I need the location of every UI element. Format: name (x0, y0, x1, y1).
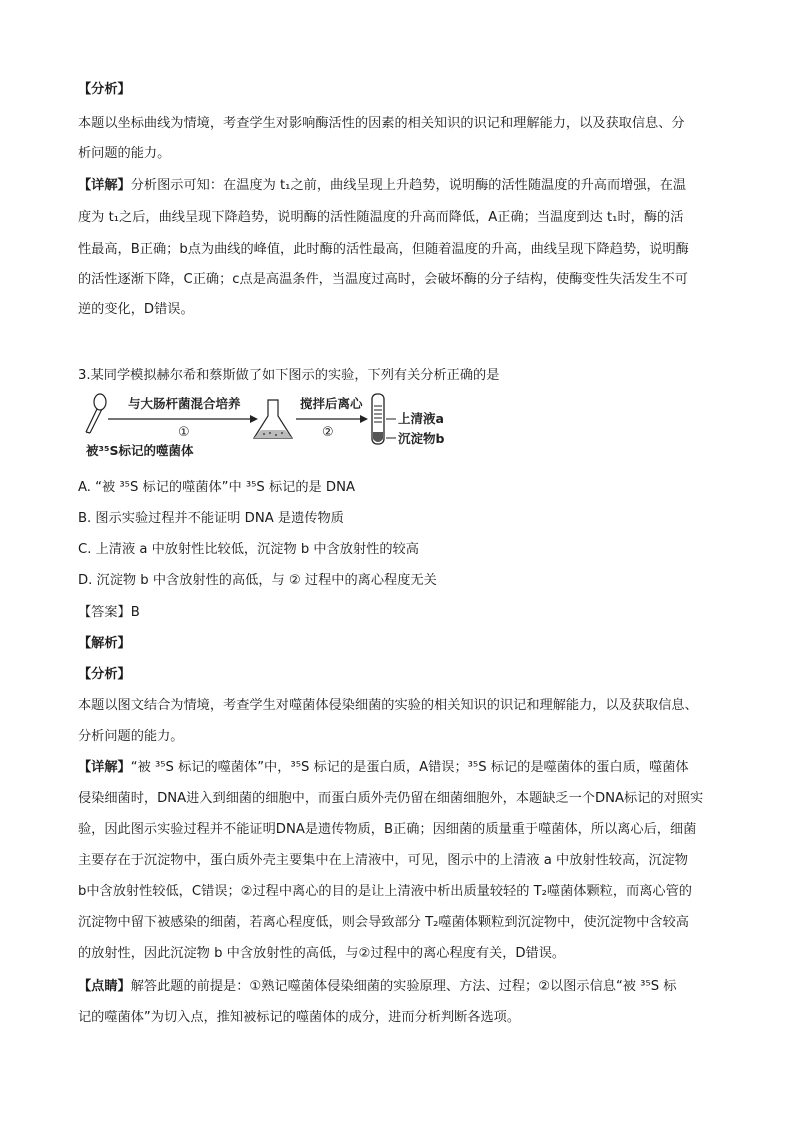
centrifuge-tube-icon (372, 394, 384, 444)
analysis-heading-2: 【分析】 (78, 667, 131, 682)
option-c: C. 上清液 a 中放射性比较低，沉淀物 b 中含放射性的较高 (78, 542, 419, 557)
experiment-diagram (78, 392, 478, 462)
key-point-line: 记的噬菌体”为切入点，推知被标记的噬菌体的成分，进而分析判断各选项。 (78, 1010, 521, 1025)
explanation-heading: 【解析】 (78, 636, 131, 651)
detail-paragraph-1-first (78, 176, 728, 196)
detail-line: 侵染细菌时，DNA进入到细菌的细胞中，而蛋白质外壳仍留在细菌细胞外，本题缺乏一个DNA标记的对照实 (78, 791, 704, 806)
key-point-text: 解答此题的前提是：①熟记噬菌体侵染细菌的实验原理、方法、过程；②以图示信息“被 ³⁵S 标 (130, 979, 677, 994)
detail-text-1: 分析图示可知：在温度为 t₁之前，曲线呈现上升趋势，说明酶的活性随温度的升高而增强，在温 (130, 178, 687, 193)
phage-icon (86, 394, 106, 433)
answer: 【答案】B (78, 605, 140, 620)
question-3-stem: 3.某同学模拟赫尔希和蔡斯做了如下图示的实验，下列有关分析正确的是 (78, 368, 500, 383)
flask-icon (254, 400, 292, 438)
analysis-line-1: 本题以坐标曲线为情境，考查学生对影响酶活性的因素的相关知识的识记和理解能力，以及获取信息、分 (78, 116, 685, 131)
key-point-first (78, 977, 728, 997)
detail-label-1: 【详解】 (78, 178, 131, 193)
step-1-label: 与大肠杆菌混合培养 (128, 396, 241, 411)
detail-line: 度为 t₁之后，曲线呈现下降趋势，说明酶的活性随温度的升高而降低，A正确；当温度到达 t₁时，酶的活 (78, 210, 684, 225)
option-b: B. 图示实验过程并不能证明 DNA 是遗传物质 (78, 511, 344, 526)
analysis-line-2: 析问题的能力。 (78, 146, 171, 161)
analysis-line: 本题以图文结合为情境，考查学生对噬菌体侵染细菌的实验的相关知识的识记和理解能力，以及获取信息、 (78, 698, 698, 713)
arrow-head-2 (360, 415, 368, 423)
detail-line: 沉淀物中留下被感染的细菌，若离心程度低，则会导致部分 T₂噬菌体颗粒到沉淀物中，使沉淀物中含较高 (78, 915, 689, 930)
detail-label-2: 【详解】 (78, 760, 131, 775)
detail-line: b中含放射性较低，C错误；②过程中离心的目的是让上清液中析出质量较轻的 T₂噬菌体颗粒，而离心管的 (78, 884, 692, 899)
sediment-label: 沉淀物b (398, 431, 445, 446)
phage-label: 被³⁵S标记的噬菌体 (86, 443, 194, 458)
option-d: D. 沉淀物 b 中含放射性的高低，与 ② 过程中的离心程度无关 (78, 573, 437, 588)
arrow-head-1 (250, 415, 258, 423)
option-a: A. “被 ³⁵S 标记的噬菌体”中 ³⁵S 标记的是 DNA (78, 480, 355, 495)
analysis-line: 分析问题的能力。 (78, 729, 184, 744)
step-2-label: 搅拌后离心 (300, 396, 363, 411)
detail-line: 主要存在于沉淀物中，蛋白质外壳主要集中在上清液中，可见，图示中的上清液 a 中放射性较高，沉淀物 (78, 853, 688, 868)
step-1-number: ① (178, 425, 190, 440)
key-point-label: 【点睛】 (78, 979, 131, 994)
detail-paragraph-2-first (78, 758, 728, 778)
detail-line: 验，因此图示实验过程并不能证明DNA是遗传物质，B正确；因细菌的质量重于噬菌体，所以离心后，细菌 (78, 822, 697, 837)
detail-text-2: “被 ³⁵S 标记的噬菌体”中，³⁵S 标记的是蛋白质，A错误；³⁵S 标记的是噬菌体的蛋白质，噬菌体 (130, 760, 689, 775)
detail-line: 性最高，B正确；b点为曲线的峰值，此时酶的活性最高，但随着温度的升高，曲线呈现下降趋势，说明酶 (78, 242, 689, 257)
detail-line: 的放射性，因此沉淀物 b 中含放射性的高低，与②过程中的离心程度有关，D错误。 (78, 946, 566, 961)
detail-line: 逆的变化，D错误。 (78, 302, 194, 317)
detail-line: 的活性逐渐下降，C正确；c点是高温条件，当温度过高时，会破坏酶的分子结构，使酶变性失活发生不可 (78, 272, 688, 287)
step-2-number: ② (322, 425, 334, 440)
analysis-heading-1: 【分析】 (78, 82, 131, 97)
supernatant-label: 上清液a (398, 411, 444, 426)
